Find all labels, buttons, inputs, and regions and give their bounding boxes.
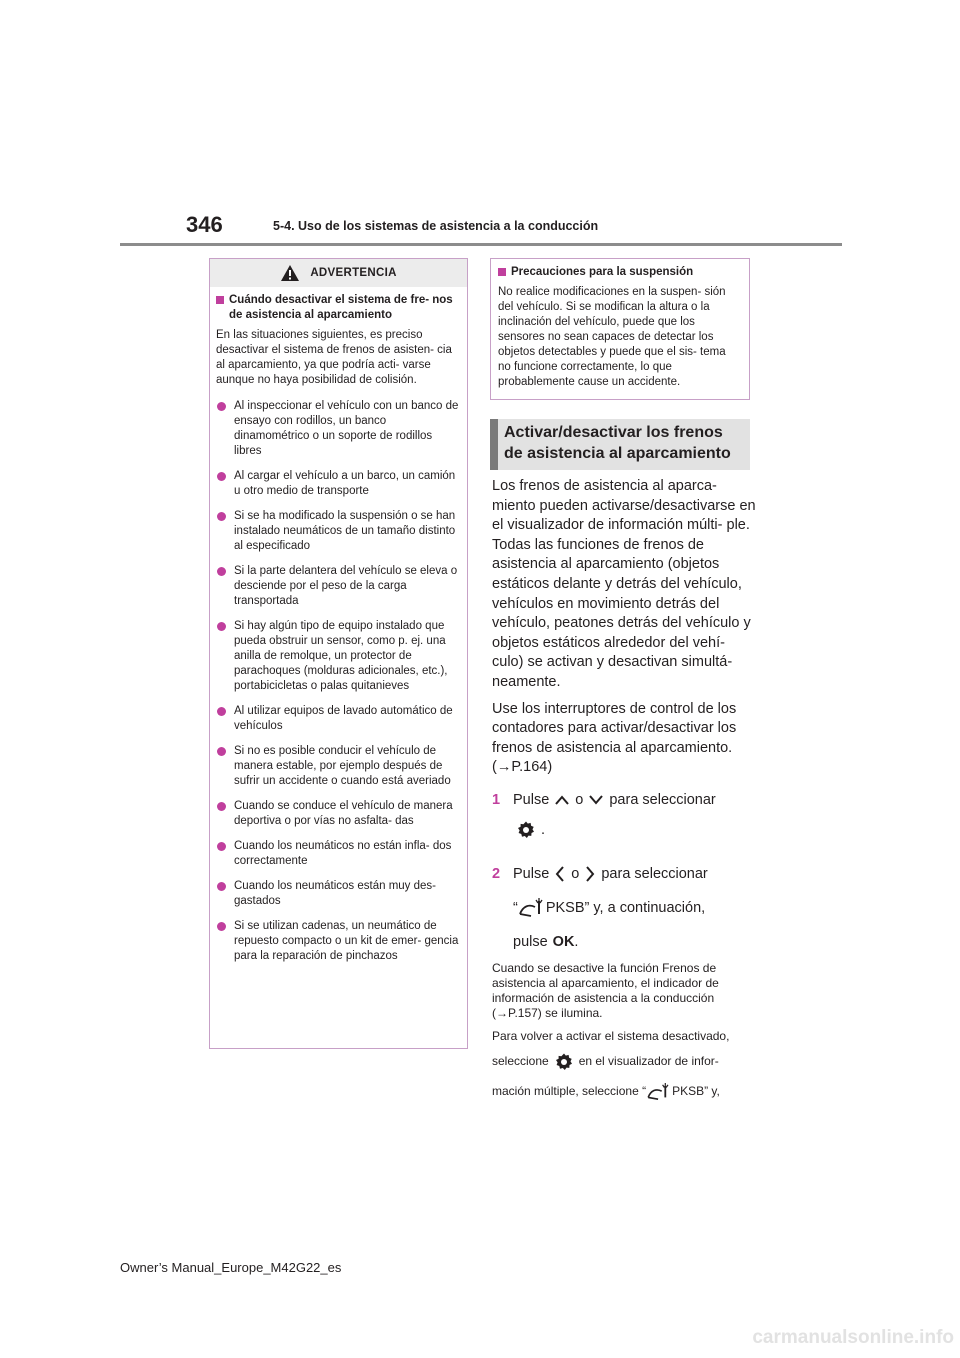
list-item: [216, 564, 460, 609]
chevron-right-icon: [585, 866, 595, 882]
section-paragraph-1: Los frenos de asistencia al aparca- miento pueden activarse/desactivarse en el visualizador de información múlti- ple. Todas las funciones de frenos de asistencia al aparcamiento (objetos estáticos delante y detrás del vehículo, vehículos en movimiento detrás del vehículo, peatones detrás del vehículo y objetos estáticos alrededor del vehí- culo) se activan y desactivan simultá- neamente.: [492, 478, 756, 690]
page-number: 346: [186, 212, 223, 237]
bullet-dot-icon: [217, 472, 226, 481]
step-1-pulse: Pulse: [513, 791, 550, 808]
warning-heading: [216, 293, 460, 323]
warning-heading-text: Cuándo desactivar el sistema de fre- nos de asistencia al aparcamiento: [229, 294, 453, 321]
bullet-dot-icon: [217, 622, 226, 631]
section-title-line-2: de asistencia al aparcamiento: [504, 445, 731, 462]
step-2-or: o: [571, 865, 580, 882]
list-item-text: Si se utilizan cadenas, un neumático de repuesto compacto o un kit de emer- gencia para la reparación de pinchazos: [234, 920, 459, 962]
bullet-dot-icon: [217, 882, 226, 891]
list-item-text: Cuando los neumáticos no están infla- dos correctamente: [234, 840, 452, 867]
step-2-open-quote: “: [513, 899, 518, 916]
reactivate-line-2: [492, 1047, 756, 1077]
list-item: [216, 509, 460, 554]
list-item: [216, 469, 460, 499]
list-item: [216, 399, 460, 459]
bullet-dot-icon: [217, 402, 226, 411]
list-item-text: Si no es posible conducir el vehículo de manera estable, por ejemplo después de sufrir un accidente o cuando está averiado: [234, 745, 451, 787]
step-2-continued: [492, 893, 756, 923]
list-item-text: Al cargar el vehículo a un barco, un camión u otro medio de transporte: [234, 470, 456, 497]
square-bullet-icon: [216, 296, 224, 304]
section-title: [504, 422, 731, 464]
step-2-end: .: [574, 933, 579, 950]
chevron-up-icon: [555, 795, 569, 805]
list-item-text: Cuando se conduce el vehículo de manera deportiva o por vías no asfalta- das: [234, 800, 453, 827]
list-item-text: Al inspeccionar el vehículo con un banco de ensayo con rodillos, un banco dinamométrico o un soporte de rodillos libres: [234, 400, 459, 457]
bullet-dot-icon: [217, 747, 226, 756]
footer-text: Owner’s Manual_Europe_M42G22_es: [120, 1260, 342, 1275]
warning-header: [210, 259, 467, 287]
warning-intro: En las situaciones siguientes, es preciso desactivar el sistema de frenos de asisten- cia al aparcamiento, ya que podría acti- varse aunque no haya posibilidad de colisión.: [216, 329, 452, 386]
settings-gear-icon: [517, 821, 535, 839]
deactivate-note: Cuando se desactive la función Frenos de asistencia al aparcamiento, el indicador de información de asistencia a la conducción (→P.157) se ilumina.: [492, 960, 719, 1020]
reactivate-line-3: [492, 1077, 756, 1107]
section-title-bar: [490, 419, 498, 470]
step-1: [492, 785, 756, 815]
warning-triangle-icon: [280, 264, 300, 282]
list-item: [216, 919, 460, 964]
chevron-left-icon: [555, 866, 565, 882]
warning-list: [216, 399, 460, 964]
list-item: [216, 619, 460, 694]
list-item-text: Si se ha modificado la suspensión o se han instalado neumáticos de un tamaño distinto al especificado: [234, 510, 456, 552]
section-header: 5-4. Uso de los sistemas de asistencia a la conducción: [273, 219, 599, 233]
main-column: [492, 477, 756, 1107]
step-1-tail: para seleccionar: [609, 791, 716, 808]
list-item-text: Cuando los neumáticos están muy des- gastados: [234, 880, 436, 907]
section-title-line-1: Activar/desactivar los frenos: [504, 424, 723, 441]
reactivate-line-1: [492, 1027, 756, 1047]
reactivate-text-2a: seleccione: [492, 1054, 549, 1069]
bullet-dot-icon: [217, 842, 226, 851]
list-item: [216, 879, 460, 909]
warning-title: ADVERTENCIA: [310, 267, 397, 279]
bullet-dot-icon: [217, 707, 226, 716]
step-2-number: 2: [492, 865, 501, 882]
square-bullet-icon: [498, 268, 506, 276]
step-2-final: [492, 927, 756, 957]
step-2-tail: para seleccionar: [601, 865, 708, 882]
step-2-pulse: Pulse: [513, 865, 550, 882]
bullet-dot-icon: [217, 567, 226, 576]
settings-gear-icon: [555, 1053, 573, 1071]
list-item-text: Si hay algún tipo de equipo instalado que pueda obstruir un sensor, como p. ej. una anilla de remolque, un protector de parachoques (molduras adicionales, etc.), portabicicletas o palas quitanieves: [234, 620, 448, 692]
step-1-or: o: [575, 791, 584, 808]
bullet-dot-icon: [217, 922, 226, 931]
pksb-car-icon: [519, 898, 545, 918]
suspension-note-box: [490, 258, 750, 400]
list-item: [216, 744, 460, 789]
step-2-pksb: PKSB” y, a continuación,: [545, 899, 706, 916]
step-1-number: 1: [492, 791, 501, 808]
list-item-text: Al utilizar equipos de lavado automático de vehículos: [234, 705, 453, 732]
pksb-car-icon: [647, 1083, 671, 1101]
suspension-heading: [498, 265, 741, 280]
list-item-text: Si la parte delantera del vehículo se eleva o desciende por el peso de la carga transportada: [234, 565, 458, 607]
warning-body: [210, 287, 467, 964]
bullet-dot-icon: [217, 802, 226, 811]
bullet-dot-icon: [217, 512, 226, 521]
step-2-pulse-2: pulse: [513, 933, 548, 950]
reactivate-text-2b: en el visualizador de infor-: [578, 1054, 719, 1069]
reactivate-text-1: Para volver a activar el sistema desactivado,: [492, 1029, 730, 1044]
header-rule: [120, 243, 842, 246]
suspension-text: No realice modificaciones en la suspen- sión del vehículo. Si se modifican la altura o la inclinación del vehículo, puede que los sensores no sean capaces de detectar los objetos detectables y puede que el sis- tema no funcione correctamente, lo que probablemente cause un accidente.: [498, 286, 726, 388]
step-2: [492, 859, 756, 889]
watermark: carmanualsonline.info: [752, 1327, 954, 1348]
suspension-heading-text: Precauciones para la suspensión: [511, 266, 694, 278]
list-item: [216, 799, 460, 829]
section-title-box: [490, 419, 750, 470]
reactivate-text-3b: PKSB” y,: [672, 1084, 720, 1099]
warning-box: [209, 258, 468, 1049]
chevron-down-icon: [589, 795, 603, 805]
list-item: [216, 839, 460, 869]
ok-button-glyph: OK: [552, 933, 575, 950]
section-paragraph-2: Use los interruptores de control de los contadores para activar/desactivar los frenos de asistencia al aparcamiento. (→P.164): [492, 700, 737, 776]
step-1-end: .: [541, 821, 546, 838]
step-1-continued: [492, 815, 756, 845]
reactivate-text-3a: mación múltiple, seleccione “: [492, 1084, 647, 1099]
list-item: [216, 704, 460, 734]
